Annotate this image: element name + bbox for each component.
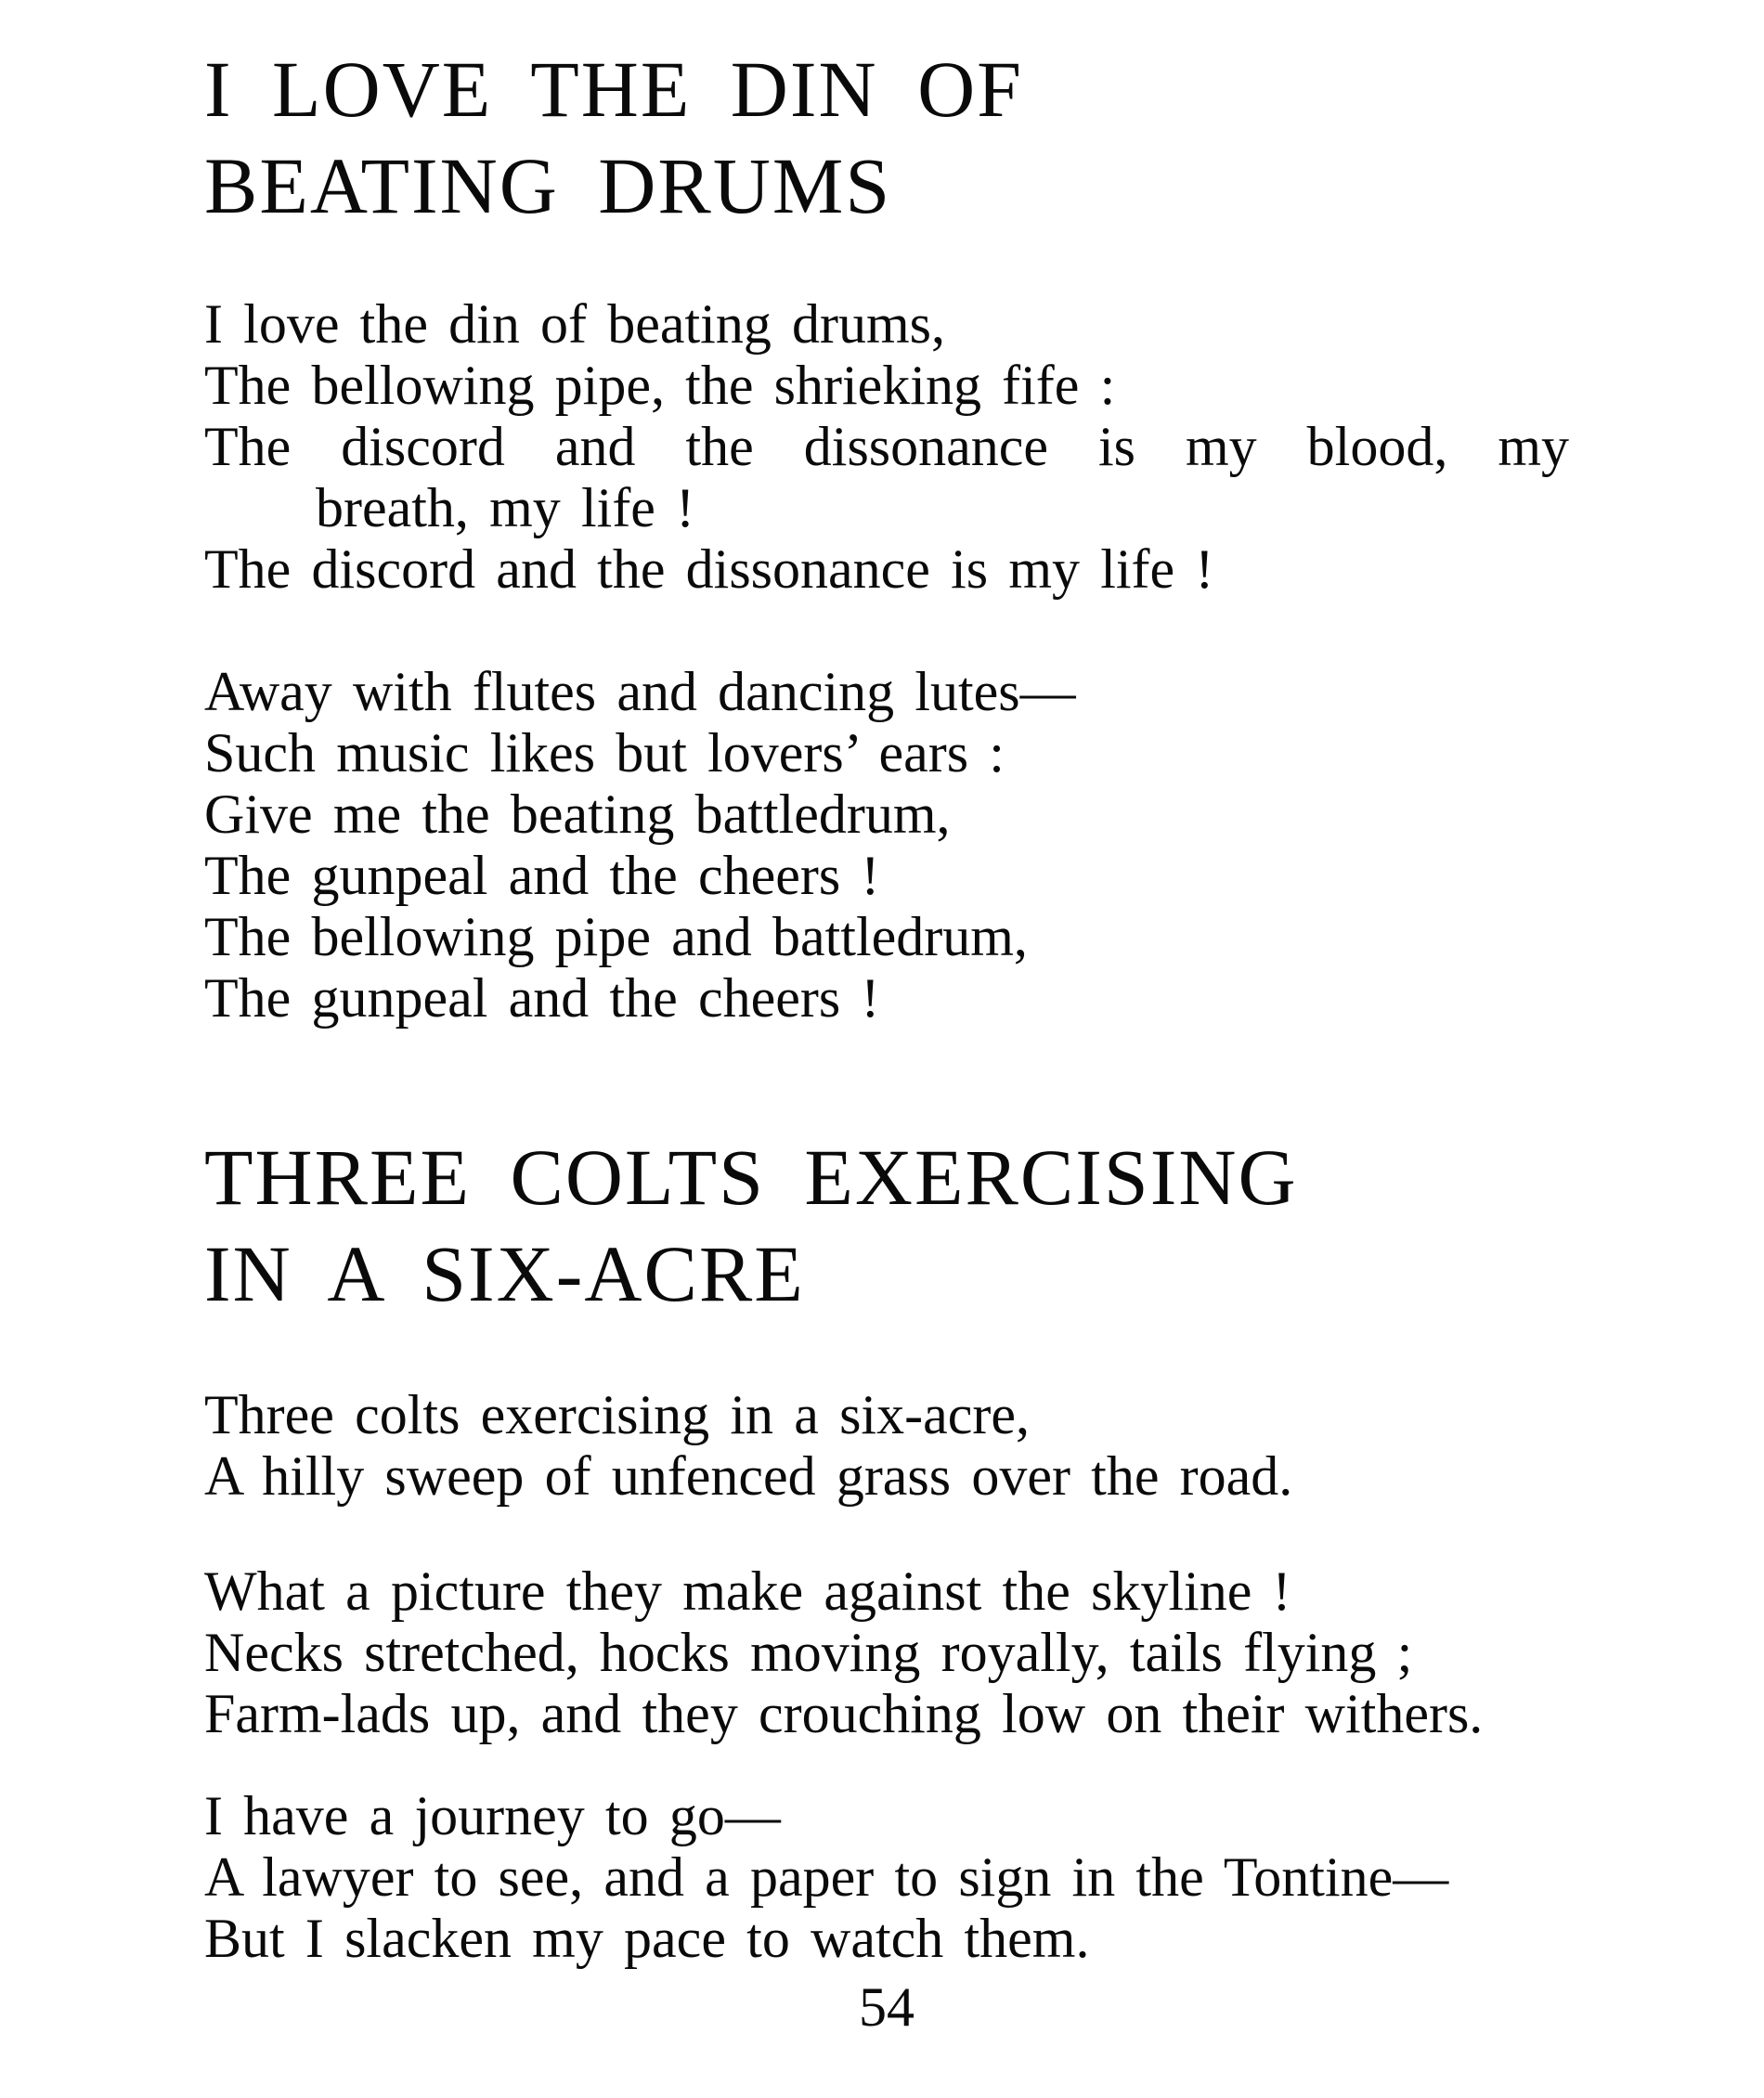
poem-2-stanza-2: [204, 1561, 1569, 1744]
poem-line: Farm-lads up, and they crouching low on their withers.: [204, 1683, 1484, 1744]
poem-line: The gunpeal and the cheers !: [204, 845, 880, 906]
poem-line: I have a journey to go—: [204, 1785, 781, 1846]
poem-line: The discord and the dissonance is my life !: [204, 538, 1214, 600]
poem-line-continuation: breath, my life !: [316, 477, 695, 538]
poem-1-title-line-2: BEATING DRUMS: [204, 141, 892, 230]
poem-line: But I slacken my pace to watch them.: [204, 1908, 1090, 1969]
poem-line: The bellowing pipe and battledrum,: [204, 906, 1028, 967]
book-page: [204, 0, 1569, 2040]
poem-1-stanza-2: [204, 661, 1569, 1029]
poem-line: The discord and the dissonance is my blood, my: [204, 416, 1569, 477]
poem-line: I love the din of beating drums,: [204, 293, 946, 355]
poem-line: The bellowing pipe, the shrieking fife :: [204, 355, 1116, 416]
poem-line: A hilly sweep of unfenced grass over the road.: [204, 1445, 1293, 1507]
poem-line: Such music likes but lovers’ ears :: [204, 722, 1005, 784]
poem-1-title: [204, 41, 1569, 234]
poem-2-stanza-1: [204, 1384, 1569, 1507]
poem-line: Give me the beating battledrum,: [204, 784, 951, 845]
poem-1-stanza-1: [204, 293, 1569, 600]
poem-line: A lawyer to see, and a paper to sign in the Tontine—: [204, 1846, 1449, 1908]
poem-line: What a picture they make against the skyline !: [204, 1561, 1291, 1622]
poem-2-title: [204, 1129, 1569, 1322]
poem-line: Necks stretched, hocks moving royally, tails flying ;: [204, 1622, 1413, 1683]
poem-line: Away with flutes and dancing lutes—: [204, 661, 1076, 722]
poem-1-title-line-1: I LOVE THE DIN OF: [204, 45, 1024, 134]
poem-2-title-line-2: IN A SIX-ACRE: [204, 1229, 805, 1318]
poem-2-stanza-3: [204, 1785, 1569, 1969]
page-number: 54: [859, 1976, 914, 2038]
poem-line: Three colts exercising in a six-acre,: [204, 1384, 1030, 1445]
poem-line: The gunpeal and the cheers !: [204, 967, 880, 1029]
poem-2-title-line-1: THREE COLTS EXERCISING: [204, 1133, 1298, 1222]
